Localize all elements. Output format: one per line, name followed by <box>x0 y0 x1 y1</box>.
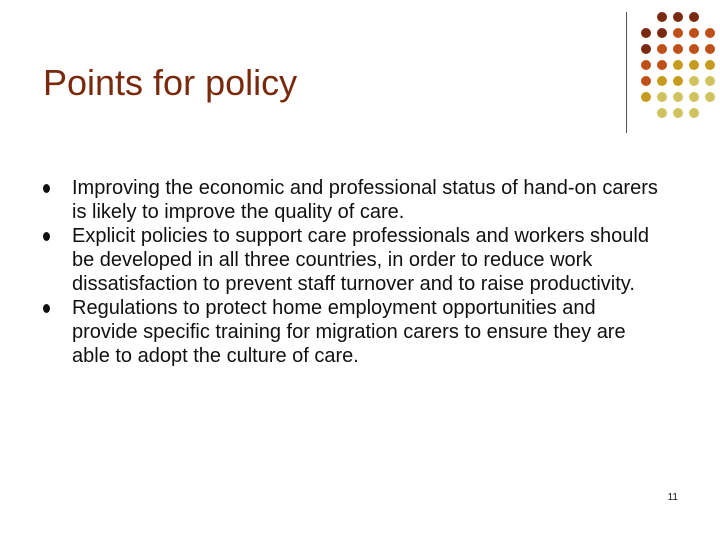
decorative-dot <box>673 92 683 102</box>
decorative-dot <box>705 28 715 38</box>
decorative-dot <box>673 44 683 54</box>
decorative-dot <box>641 28 651 38</box>
decorative-dot <box>657 60 667 70</box>
decorative-dot <box>657 92 667 102</box>
decorative-dot <box>657 76 667 86</box>
bullet-text: Explicit policies to support care professionals and workers should be developed in all three countries, in order to reduce work dissatisfaction to prevent staff turnover and to raise productivity. <box>72 225 649 295</box>
decorative-dot <box>689 92 699 102</box>
decorative-dot <box>641 60 651 70</box>
bullet-item <box>43 176 663 224</box>
decorative-dot <box>673 28 683 38</box>
decorative-dot <box>705 60 715 70</box>
page-number: 11 <box>667 492 678 503</box>
decorative-dot <box>689 108 699 118</box>
bullet-marker-icon <box>43 304 50 313</box>
bullet-item <box>43 296 663 368</box>
decorative-dot <box>657 44 667 54</box>
decorative-dot <box>673 60 683 70</box>
bullet-marker-icon <box>43 232 50 241</box>
vertical-rule <box>626 12 627 133</box>
decorative-dot <box>689 60 699 70</box>
decorative-dot <box>657 28 667 38</box>
bullet-list <box>43 176 663 368</box>
decorative-dot <box>705 44 715 54</box>
bullet-text: Regulations to protect home employment opportunities and provide specific training for migration carers to ensure they are able to adopt the culture of care. <box>72 297 626 367</box>
bullet-item <box>43 224 663 296</box>
bullet-marker-icon <box>43 184 50 193</box>
bullet-text: Improving the economic and professional status of hand-on carers is likely to improve the quality of care. <box>72 177 658 223</box>
slide-title: Points for policy <box>43 62 298 103</box>
decorative-dot <box>657 108 667 118</box>
decorative-dot <box>641 44 651 54</box>
decorative-dot <box>641 76 651 86</box>
decorative-dot <box>673 76 683 86</box>
decorative-dot <box>689 76 699 86</box>
decorative-dot <box>673 108 683 118</box>
decorative-dot <box>657 12 667 22</box>
decorative-dot <box>673 12 683 22</box>
decorative-dot <box>641 92 651 102</box>
decorative-dot <box>705 76 715 86</box>
decorative-dot <box>689 44 699 54</box>
decorative-dot <box>689 28 699 38</box>
decorative-dot <box>689 12 699 22</box>
decorative-dot <box>705 92 715 102</box>
